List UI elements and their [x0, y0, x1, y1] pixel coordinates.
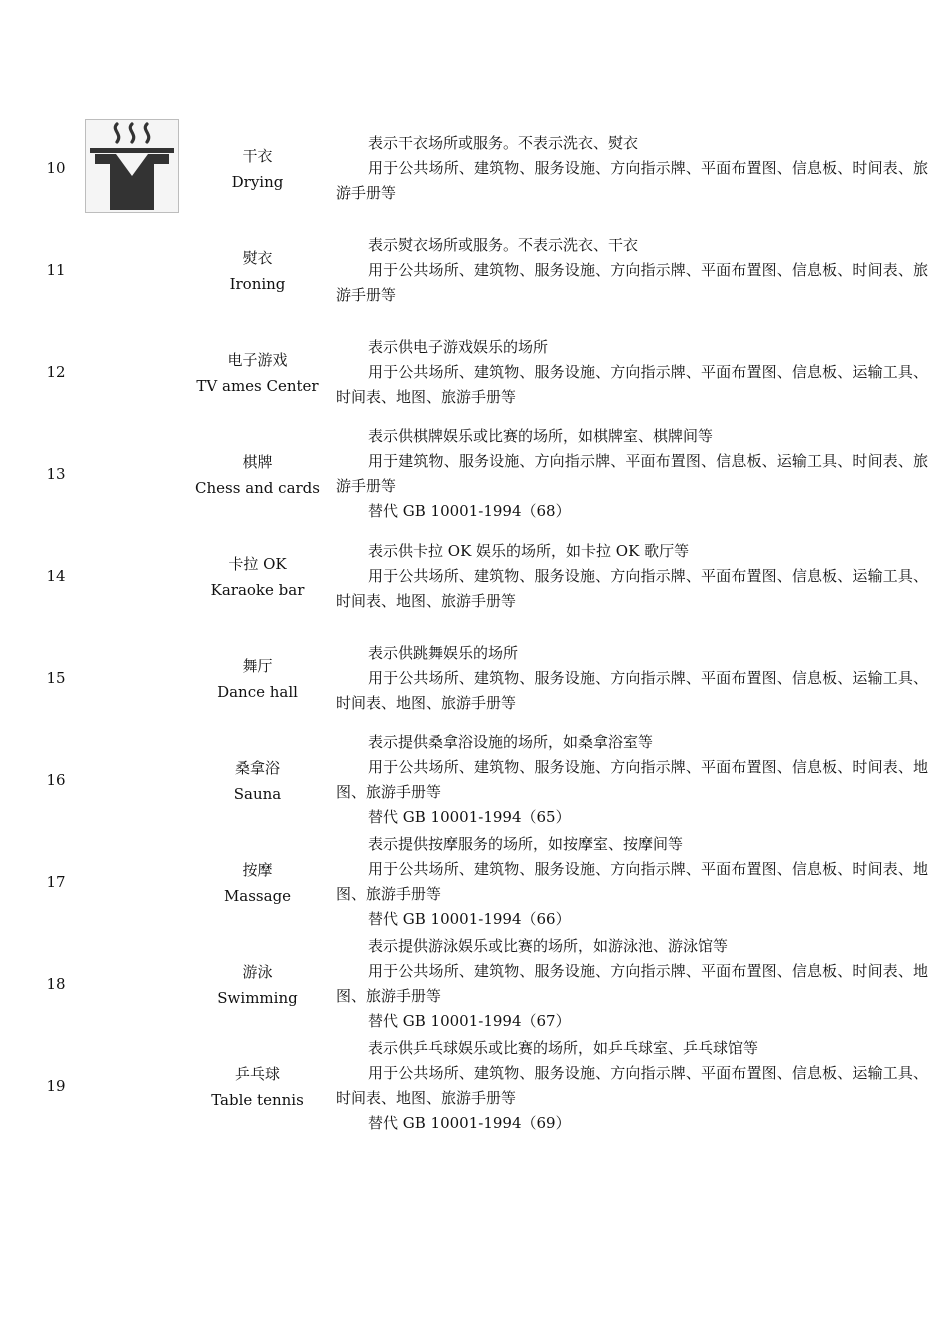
- description-line: 表示提供按摩服务的场所，如按摩室、按摩间等: [368, 835, 684, 853]
- sign-name-zh: 熨衣: [242, 249, 273, 267]
- sign-name-en: Swimming: [217, 989, 298, 1007]
- sign-name-en: Chess and cards: [195, 479, 320, 497]
- description-line: 替代 GB 10001-1994（67）: [368, 1012, 571, 1030]
- sign-name-zh: 舞厅: [242, 657, 273, 675]
- sign-names: [180, 245, 335, 297]
- drying-icon-frame: [85, 119, 179, 213]
- sign-name-en: Karaoke bar: [210, 581, 305, 599]
- sign-name-zh: 干衣: [242, 147, 273, 165]
- sign-name-en: Sauna: [233, 785, 282, 803]
- sign-description: [336, 1036, 928, 1136]
- description-line: 表示供棋牌娱乐或比赛的场所，如棋牌室、棋牌间等: [368, 427, 714, 445]
- description-line: 用于公共场所、建筑物、服务设施、方向指示牌、平面布置图、信息板、运输工具、时间表、地图、旅游手册等: [336, 1064, 928, 1107]
- sign-description: [336, 233, 928, 308]
- sign-name-en: Dance hall: [217, 683, 298, 701]
- sign-description: [336, 131, 928, 206]
- description-line: 用于公共场所、建筑物、服务设施、方向指示牌、平面布置图、信息板、时间表、地图、旅游手册等: [336, 860, 928, 903]
- sign-names: [180, 347, 335, 399]
- description-line: 用于公共场所、建筑物、服务设施、方向指示牌、平面布置图、信息板、时间表、地图、旅游手册等: [336, 758, 928, 801]
- description-line: 表示供乒乓球娱乐或比赛的场所，如乒乓球室、乒乓球馆等: [368, 1039, 759, 1057]
- description-line: 替代 GB 10001-1994（65）: [368, 808, 571, 826]
- row-number: 14: [46, 567, 66, 585]
- row-number: 17: [46, 873, 66, 891]
- sign-name-zh: 电子游戏: [227, 351, 288, 369]
- description-line: 表示供跳舞娱乐的场所: [368, 644, 519, 662]
- sign-names: [180, 755, 335, 807]
- row-number: 15: [46, 669, 66, 687]
- sign-description: [336, 335, 928, 410]
- drying-shirt-steam-icon: [86, 120, 178, 212]
- description-line: 表示熨衣场所或服务。不表示洗衣、干衣: [368, 236, 639, 254]
- sign-names: [180, 143, 335, 195]
- sign-name-zh: 桑拿浴: [234, 759, 280, 777]
- sign-name-en: Table tennis: [211, 1091, 304, 1109]
- description-line: 表示供电子游戏娱乐的场所: [368, 338, 549, 356]
- sign-names: [180, 857, 335, 909]
- description-line: 替代 GB 10001-1994（68）: [368, 502, 571, 520]
- sign-names: [180, 551, 335, 603]
- sign-name-zh: 游泳: [242, 963, 273, 981]
- sign-name-zh: 卡拉 OK: [228, 555, 287, 573]
- sign-name-en: TV ames Center: [196, 377, 319, 395]
- description-line: 用于公共场所、建筑物、服务设施、方向指示牌、平面布置图、信息板、运输工具、时间表、地图、旅游手册等: [336, 567, 928, 610]
- sign-description: [336, 539, 928, 614]
- sign-description: [336, 424, 928, 524]
- description-line: 表示供卡拉 OK 娱乐的场所，如卡拉 OK 歌厅等: [368, 542, 690, 560]
- description-line: 替代 GB 10001-1994（69）: [368, 1114, 571, 1132]
- row-number: 19: [46, 1077, 66, 1095]
- description-line: 用于公共场所、建筑物、服务设施、方向指示牌、平面布置图、信息板、运输工具、时间表、地图、旅游手册等: [336, 363, 928, 406]
- description-line: 用于公共场所、建筑物、服务设施、方向指示牌、平面布置图、信息板、时间表、旅游手册等: [336, 159, 928, 202]
- description-line: 用于公共场所、建筑物、服务设施、方向指示牌、平面布置图、信息板、时间表、旅游手册等: [336, 261, 928, 304]
- sign-name-zh: 按摩: [242, 861, 273, 879]
- sign-names: [180, 959, 335, 1011]
- sign-names: [180, 1061, 335, 1113]
- sign-description: [336, 934, 928, 1034]
- sign-name-en: Massage: [223, 887, 292, 905]
- row-number: 18: [46, 975, 66, 993]
- sign-names: [180, 653, 335, 705]
- row-number: 16: [46, 771, 66, 789]
- description-line: 用于建筑物、服务设施、方向指示牌、平面布置图、信息板、运输工具、时间表、旅游手册等: [336, 452, 928, 495]
- row-number: 11: [46, 261, 66, 279]
- sign-name-zh: 棋牌: [242, 453, 273, 471]
- sign-name-en: Ironing: [229, 275, 286, 293]
- sign-description: [336, 641, 928, 716]
- sign-description: [336, 832, 928, 932]
- description-line: 用于公共场所、建筑物、服务设施、方向指示牌、平面布置图、信息板、运输工具、时间表、地图、旅游手册等: [336, 669, 928, 712]
- sign-description: [336, 730, 928, 830]
- description-line: 用于公共场所、建筑物、服务设施、方向指示牌、平面布置图、信息板、时间表、地图、旅游手册等: [336, 962, 928, 1005]
- row-number: 13: [46, 465, 66, 483]
- sign-name-en: Drying: [231, 173, 284, 191]
- description-line: 表示提供桑拿浴设施的场所，如桑拿浴室等: [368, 733, 654, 751]
- description-line: 表示干衣场所或服务。不表示洗衣、熨衣: [368, 134, 639, 152]
- sign-names: [180, 449, 335, 501]
- description-line: 表示提供游泳娱乐或比赛的场所，如游泳池、游泳馆等: [368, 937, 729, 955]
- row-number: 12: [46, 363, 66, 381]
- row-number: 10: [46, 159, 66, 177]
- sign-name-zh: 乒乓球: [234, 1065, 280, 1083]
- description-line: 替代 GB 10001-1994（66）: [368, 910, 571, 928]
